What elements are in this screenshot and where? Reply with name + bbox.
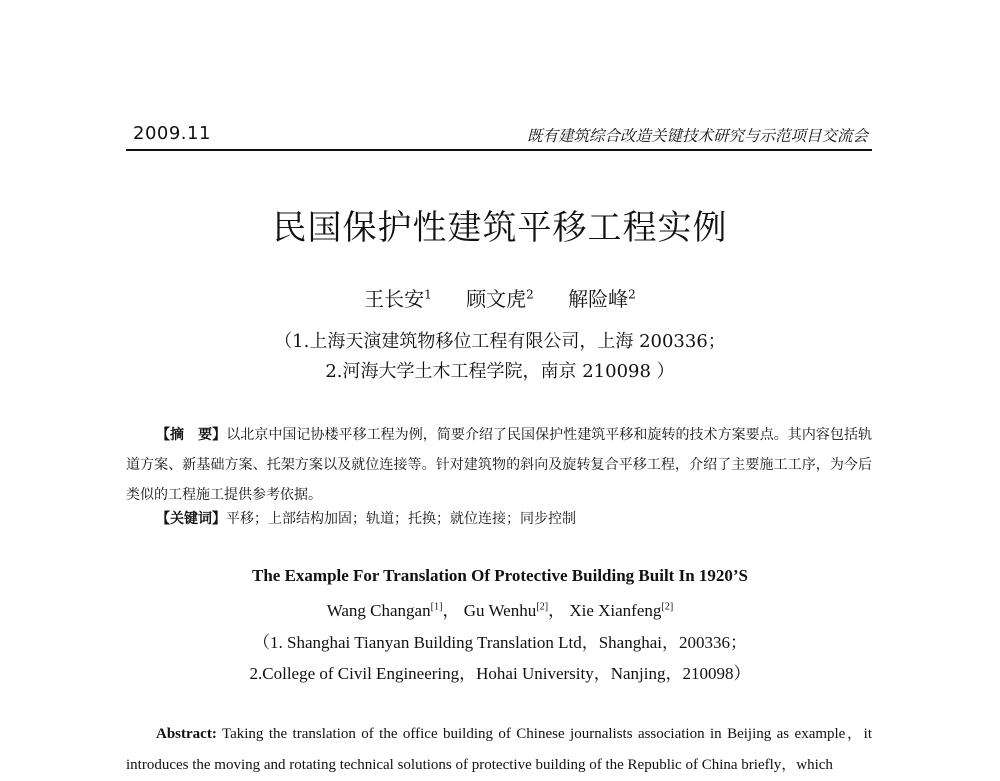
author-en-3-sup: [2]	[661, 601, 674, 613]
author-cn-1-sup: 1	[424, 287, 432, 302]
keywords-chinese	[156, 508, 576, 528]
affiliation-en-1: （1. Shanghai Tianyan Building Translation Ltd，Shanghai，200336；	[253, 633, 747, 652]
author-en-3	[569, 601, 673, 620]
affiliation-cn-1: （1.上海天演建筑物移位工程有限公司，上海 200336；	[274, 331, 726, 352]
author-en-3-name: Xie Xianfeng	[569, 601, 662, 620]
author-en-1	[327, 601, 460, 620]
author-en-1-sup: [1]	[430, 601, 443, 613]
author-en-1-sep: ，	[442, 601, 460, 620]
abstract-en-label: Abstract:	[156, 726, 217, 742]
author-cn-3-sup: 2	[628, 287, 636, 302]
header-rule	[126, 149, 872, 151]
abstract-en-text: Taking the translation of the office building of Chinese journalists association in Beijing as example，it introduces the moving and rotating technical solutions of protective building of the Republic of China briefly，which	[126, 726, 872, 773]
abstract-chinese	[126, 420, 872, 510]
author-en-2	[464, 601, 565, 620]
author-en-2-sep: ，	[548, 601, 566, 620]
author-cn-3	[568, 287, 636, 311]
title-english: The Example For Translation Of Protective Building Built In 1920’S	[251, 566, 749, 585]
authors-chinese	[0, 283, 1000, 312]
author-en-2-sup: [2]	[536, 601, 549, 613]
abstract-english	[126, 719, 872, 781]
keywords-cn-text: 平移；上部结构加固；轨道；托换；就位连接；同步控制	[226, 511, 576, 527]
author-en-2-name: Gu Wenhu	[463, 601, 537, 620]
author-en-1-name: Wang Changan	[326, 601, 431, 620]
abstract-cn-label: 【摘 要】	[156, 427, 227, 443]
author-cn-1-name: 王长安	[364, 287, 425, 311]
author-cn-2	[466, 287, 534, 311]
author-cn-1	[364, 287, 432, 311]
affiliation-cn-2: 2.河海大学土木工程学院，南京 210098 ）	[325, 361, 675, 382]
author-cn-2-name: 顾文虎	[466, 287, 527, 311]
author-cn-3-name: 解险峰	[568, 287, 629, 311]
authors-english	[0, 596, 1000, 621]
header-date: 2009.11	[133, 123, 211, 144]
keywords-cn-label: 【关键词】	[156, 511, 226, 527]
header-conference: 既有建筑综合改造关键技术研究与示范项目交流会	[526, 127, 868, 145]
title-chinese: 民国保护性建筑平移工程实例	[272, 208, 728, 248]
affiliation-en-2: 2.College of Civil Engineering，Hohai University，Nanjing，210098）	[249, 664, 751, 683]
abstract-cn-text: 以北京中国记协楼平移工程为例，简要介绍了民国保护性建筑平移和旋转的技术方案要点。其内容包括轨道方案、新基础方案、托架方案以及就位连接等。针对建筑物的斜向及旋转复合平移工程，介绍了主要施工工序，为今后类似的工程施工提供参考依据。	[126, 427, 873, 503]
author-cn-2-sup: 2	[526, 287, 534, 302]
